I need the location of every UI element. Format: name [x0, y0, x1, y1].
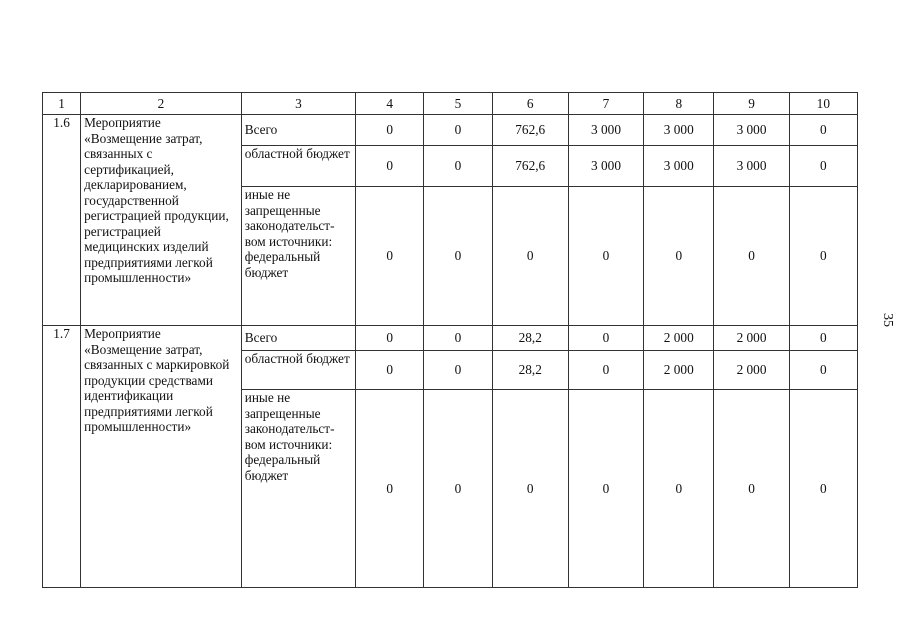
value-cell: 3 000 [714, 146, 789, 187]
value-cell: 0 [789, 390, 857, 588]
column-number: 10 [789, 93, 857, 115]
value-cell: 0 [492, 390, 568, 588]
column-number: 5 [424, 93, 492, 115]
value-cell: 0 [424, 390, 492, 588]
table-row [43, 326, 858, 351]
column-number: 1 [43, 93, 81, 115]
value-cell: 0 [789, 115, 857, 146]
value-cell: 0 [356, 351, 424, 390]
value-cell: 2 000 [644, 351, 714, 390]
value-cell: 0 [714, 390, 789, 588]
column-number: 4 [356, 93, 424, 115]
value-cell: 0 [568, 187, 643, 326]
value-cell: 0 [356, 326, 424, 351]
value-cell: 0 [356, 390, 424, 588]
value-cell: 0 [424, 351, 492, 390]
page-number: 35 [880, 313, 895, 327]
value-cell: 2 000 [644, 326, 714, 351]
value-cell: 28,2 [492, 326, 568, 351]
column-number: 7 [568, 93, 643, 115]
value-cell: 0 [424, 187, 492, 326]
value-cell: 0 [492, 187, 568, 326]
activity-name: Мероприятие «Возмещение затрат, связанных с маркировкой продукции средствами идентификации предприятиями легкой промышленности» [81, 326, 242, 588]
value-cell: 0 [568, 351, 643, 390]
value-cell: 3 000 [568, 115, 643, 146]
budget-table [42, 92, 858, 588]
funding-source: областной бюджет [241, 351, 355, 390]
value-cell: 0 [644, 187, 714, 326]
column-number: 9 [714, 93, 789, 115]
value-cell: 2 000 [714, 326, 789, 351]
value-cell: 0 [356, 187, 424, 326]
value-cell: 0 [789, 351, 857, 390]
value-cell: 3 000 [644, 115, 714, 146]
column-number: 8 [644, 93, 714, 115]
column-number: 6 [492, 93, 568, 115]
value-cell: 3 000 [568, 146, 643, 187]
value-cell: 28,2 [492, 351, 568, 390]
value-cell: 0 [789, 326, 857, 351]
activity-name: Мероприятие «Возмещение затрат, связанных с сертификацией, декларированием, государственной регистрацией продукции, регистрацией медицинских изделий предприятиями легкой промышленности» [81, 115, 242, 326]
value-cell: 0 [568, 326, 643, 351]
funding-source: Всего [241, 326, 355, 351]
value-cell: 0 [714, 187, 789, 326]
row-index: 1.6 [43, 115, 81, 326]
value-cell: 0 [356, 146, 424, 187]
value-cell: 0 [356, 115, 424, 146]
value-cell: 2 000 [714, 351, 789, 390]
value-cell: 0 [789, 187, 857, 326]
value-cell: 0 [789, 146, 857, 187]
column-number: 2 [81, 93, 242, 115]
row-index: 1.7 [43, 326, 81, 588]
column-numbers-row [43, 93, 858, 115]
value-cell: 762,6 [492, 146, 568, 187]
funding-source: иные не запрещенные законодательст-вом источники: федеральный бюджет [241, 187, 355, 326]
table-row [43, 115, 858, 146]
value-cell: 0 [424, 115, 492, 146]
value-cell: 0 [424, 326, 492, 351]
value-cell: 0 [568, 390, 643, 588]
funding-source: иные не запрещенные законодательст-вом источники: федеральный бюджет [241, 390, 355, 588]
funding-source: Всего [241, 115, 355, 146]
value-cell: 3 000 [644, 146, 714, 187]
value-cell: 0 [424, 146, 492, 187]
value-cell: 762,6 [492, 115, 568, 146]
funding-source: областной бюджет [241, 146, 355, 187]
column-number: 3 [241, 93, 355, 115]
value-cell: 3 000 [714, 115, 789, 146]
value-cell: 0 [644, 390, 714, 588]
